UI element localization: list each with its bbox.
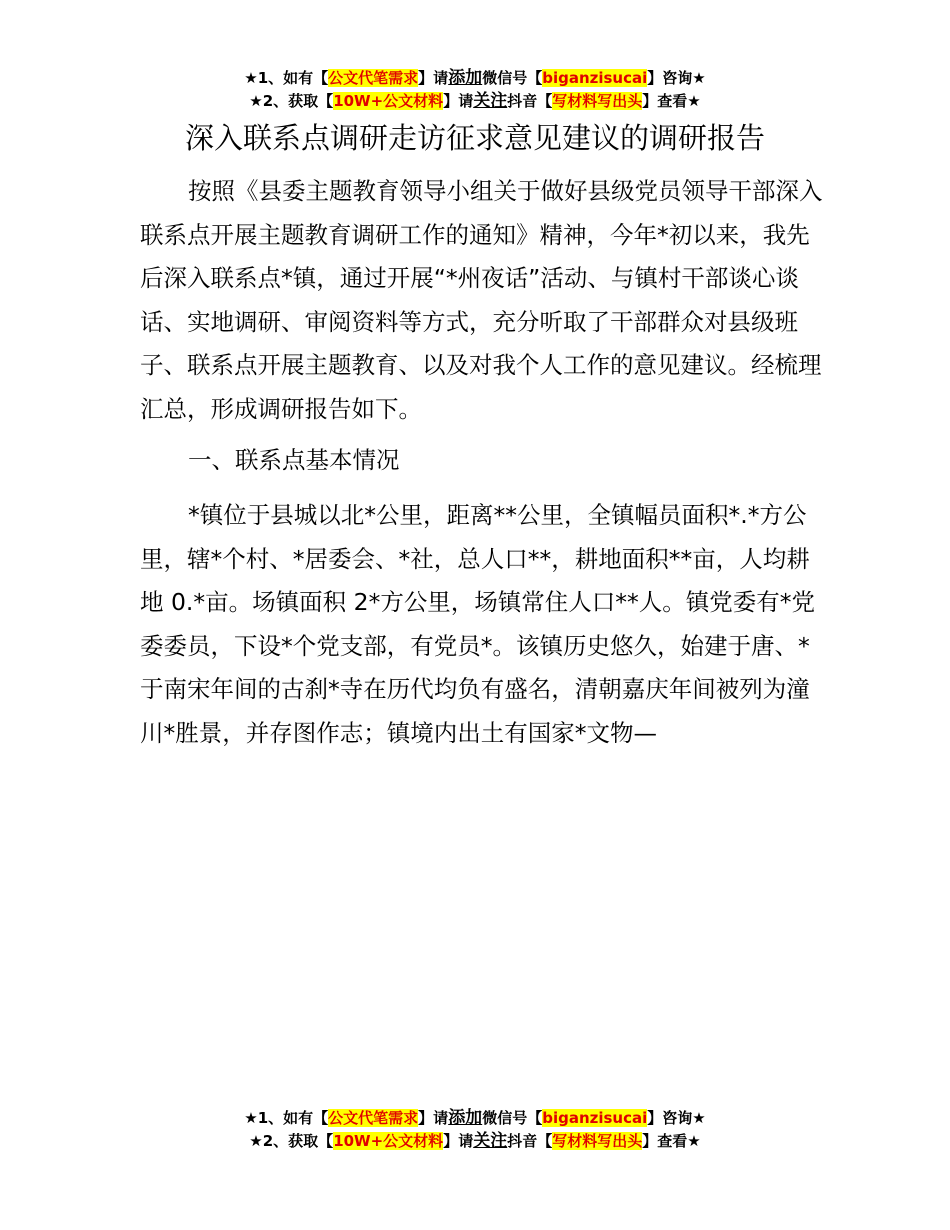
banner-text: 抖音【 xyxy=(507,1132,553,1150)
footer-banner xyxy=(0,1107,950,1153)
body-paragraph-2 xyxy=(140,494,830,755)
banner-text: ★2、获取【 xyxy=(249,92,334,110)
banner-text: 】咨询★ xyxy=(647,1109,706,1127)
banner-underlined: 添加 xyxy=(448,68,483,88)
banner-highlight: 公文代笔需求 xyxy=(328,1109,419,1127)
banner-text: 】请 xyxy=(443,1132,474,1150)
paragraph-text: 按照《县委主题教育领导小组关于做好县级党员领导干部深入联系点开展主题教育调研工作的通知》精神，今年*初以来，我先后深入联系点*镇，通过开展“*州夜话”活动、与镇村干部谈心谈话、实地调研、审阅资料等方式，充分听取了干部群众对县级班子、联系点开展主题教育、以及对我个人工作的意见建议。经梳理汇总，形成调研报告如下。 xyxy=(140,177,823,423)
banner-line-2 xyxy=(0,1130,950,1153)
banner-text: 】请 xyxy=(418,1109,449,1127)
banner-underlined: 关注 xyxy=(473,1131,508,1151)
banner-text: 】查看★ xyxy=(642,1132,701,1150)
paragraph-text: *镇位于县城以北*公里，距离**公里，全镇幅员面积*.*方公里，辖*个村、*居委会、*社，总人口**，耕地面积**亩，人均耕地 0.*亩。场镇面积 2*方公里，场镇常住人口**人。镇党委有*党委委员，下设*个党支部，有党员*。该镇历史悠久，始建于唐、*于南宋年间的古刹*寺在历代均负有盛名，清朝嘉庆年间被列为潼川*胜景，并存图作志；镇境内出土有国家*文物— xyxy=(140,501,816,747)
banner-line-2 xyxy=(0,90,950,113)
banner-highlight: biganzisucai xyxy=(542,1109,648,1127)
banner-text: ★1、如有【 xyxy=(244,1109,329,1127)
banner-text: 】请 xyxy=(418,69,449,87)
banner-text: 】查看★ xyxy=(642,92,701,110)
banner-line-1 xyxy=(0,1107,950,1130)
heading-text: 一、联系点基本情况 xyxy=(188,446,400,474)
banner-text: 微信号【 xyxy=(482,69,543,87)
banner-text: 抖音【 xyxy=(507,92,553,110)
header-banner xyxy=(0,67,950,113)
banner-underlined: 关注 xyxy=(473,91,508,111)
banner-line-1 xyxy=(0,67,950,90)
banner-text: ★1、如有【 xyxy=(244,69,329,87)
body-paragraph-1 xyxy=(140,170,830,431)
banner-text: 微信号【 xyxy=(482,1109,543,1127)
banner-text: 】请 xyxy=(443,92,474,110)
banner-highlight: 写材料写出头 xyxy=(552,92,643,110)
section-heading-1 xyxy=(140,439,830,483)
banner-highlight: 10W+公文材料 xyxy=(333,1132,444,1150)
banner-text: 】咨询★ xyxy=(647,69,706,87)
banner-highlight: 写材料写出头 xyxy=(552,1132,643,1150)
banner-underlined: 添加 xyxy=(448,1108,483,1128)
banner-highlight: 公文代笔需求 xyxy=(328,69,419,87)
banner-highlight: biganzisucai xyxy=(542,69,648,87)
banner-text: ★2、获取【 xyxy=(249,1132,334,1150)
banner-highlight: 10W+公文材料 xyxy=(333,92,444,110)
document-title: 深入联系点调研走访征求意见建议的调研报告 xyxy=(184,121,765,155)
